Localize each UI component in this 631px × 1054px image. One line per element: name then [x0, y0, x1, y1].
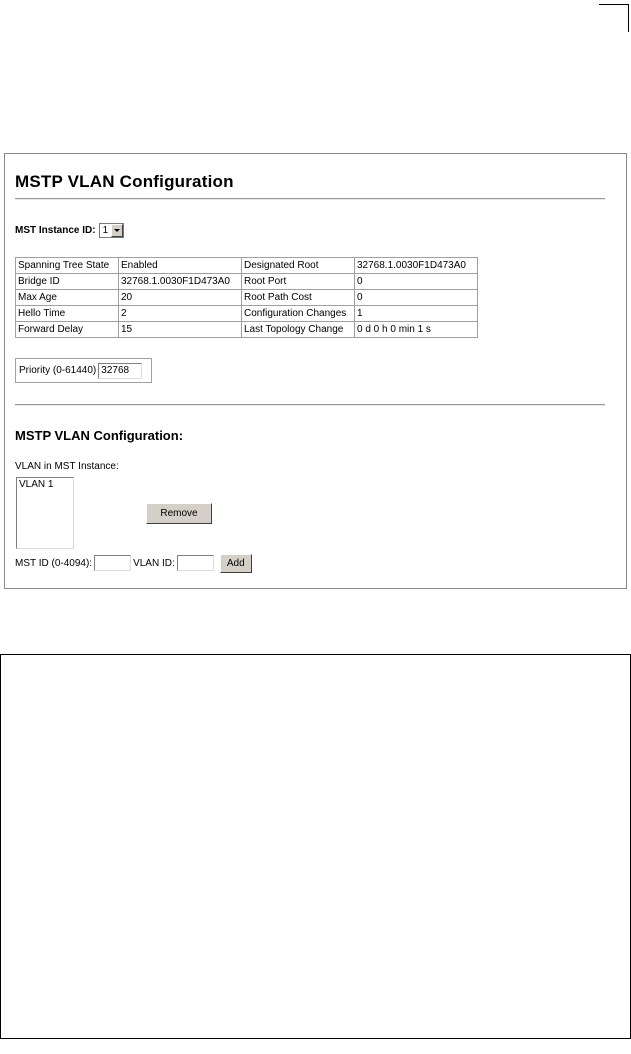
table-cell: 32768.1.0030F1D473A0: [119, 274, 242, 290]
table-cell: Spanning Tree State: [16, 258, 119, 274]
add-vlan-row: [15, 553, 252, 573]
title-divider: [15, 198, 605, 200]
table-cell: Root Port: [242, 274, 355, 290]
table-row: [16, 274, 478, 290]
table-cell: 0: [355, 274, 478, 290]
mst-instance-row: [15, 221, 124, 239]
table-cell: Configuration Changes: [242, 306, 355, 322]
table-row: [16, 322, 478, 338]
priority-label: Priority (0-61440): [19, 365, 97, 376]
table-cell: Enabled: [119, 258, 242, 274]
page-corner-mark: [599, 4, 629, 32]
table-cell: 32768.1.0030F1D473A0: [355, 258, 478, 274]
table-cell: Last Topology Change: [242, 322, 355, 338]
cli-example-box: [0, 654, 631, 1039]
vlan-id-label: VLAN ID:: [133, 557, 175, 569]
section-title: MSTP VLAN Configuration:: [15, 428, 184, 443]
table-cell: 1: [355, 306, 478, 322]
table-cell: 0: [355, 290, 478, 306]
table-cell: Bridge ID: [16, 274, 119, 290]
table-cell: 2: [119, 306, 242, 322]
vlan-listbox[interactable]: [16, 477, 74, 549]
table-row: [16, 306, 478, 322]
add-button[interactable]: Add: [220, 554, 252, 573]
section-divider: [15, 404, 605, 406]
table-cell: 20: [119, 290, 242, 306]
mst-id-input[interactable]: [94, 555, 131, 571]
table-cell: Hello Time: [16, 306, 119, 322]
mst-instance-label: MST Instance ID:: [15, 224, 96, 236]
page-title: MSTP VLAN Configuration: [15, 172, 234, 191]
remove-button[interactable]: Remove: [146, 503, 212, 524]
list-item[interactable]: VLAN 1: [19, 479, 54, 490]
mst-instance-value: 1: [102, 224, 109, 236]
spanning-tree-info-table: [15, 257, 478, 338]
table-row: [16, 290, 478, 306]
table-cell: Designated Root: [242, 258, 355, 274]
table-cell: 0 d 0 h 0 min 1 s: [355, 322, 478, 338]
table-cell: Root Path Cost: [242, 290, 355, 306]
table-cell: Max Age: [16, 290, 119, 306]
table-cell: Forward Delay: [16, 322, 119, 338]
priority-input[interactable]: 32768: [98, 363, 142, 379]
table-cell: 15: [119, 322, 242, 338]
chevron-down-icon[interactable]: [111, 224, 123, 237]
vlan-id-input[interactable]: [177, 555, 214, 571]
vlan-in-mst-label: VLAN in MST Instance:: [15, 461, 119, 472]
mst-instance-select[interactable]: [99, 223, 125, 238]
mst-id-label: MST ID (0-4094):: [15, 557, 93, 569]
table-row: [16, 258, 478, 274]
priority-group: [15, 358, 152, 383]
mstp-vlan-config-panel: [4, 153, 627, 589]
